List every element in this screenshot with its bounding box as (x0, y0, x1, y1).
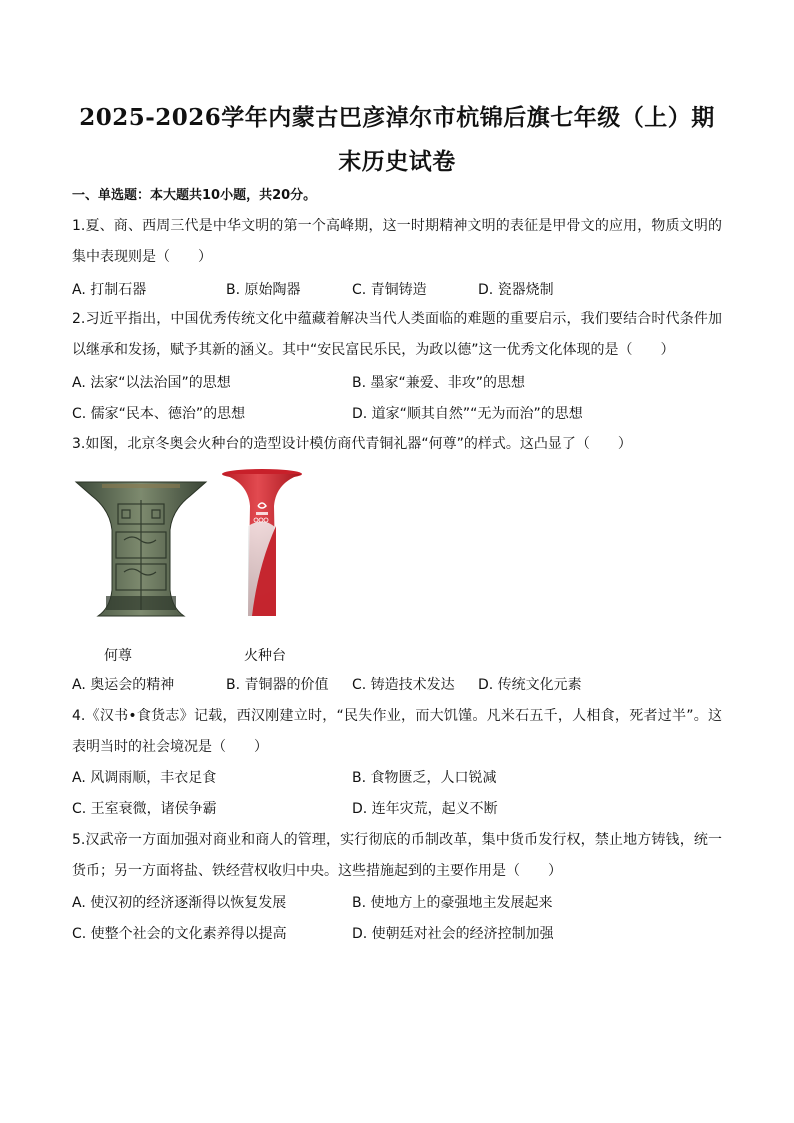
q2-option-a[interactable]: A. 法家“以法治国”的思想 (72, 375, 231, 391)
q1-option-b[interactable]: B. 原始陶器 (226, 282, 301, 298)
q1-option-a[interactable]: A. 打制石器 (72, 282, 147, 298)
q4-option-a[interactable]: A. 风调雨顺，丰衣足食 (72, 770, 217, 786)
caption-torch-stand: 火种台 (244, 648, 286, 664)
question-4-stem: 4.《汉书•食货志》记载，西汉刚建立时，“民失作业，而大饥馑。凡米石五千，人相食，死者过半”。这表明当时的社会境况是（ ） (72, 708, 722, 755)
q4-option-d[interactable]: D. 连年灾荒，起义不断 (352, 801, 498, 817)
q4-option-b[interactable]: B. 食物匮乏，人口锐减 (352, 770, 497, 786)
q3-option-a[interactable]: A. 奥运会的精神 (72, 677, 175, 693)
q5-option-a[interactable]: A. 使汉初的经济逐渐得以恢复发展 (72, 895, 287, 911)
q5-option-b[interactable]: B. 使地方上的豪强地主发展起来 (352, 895, 553, 911)
q1-option-c[interactable]: C. 青铜铸造 (352, 282, 427, 298)
q1-option-d[interactable]: D. 瓷器烧制 (478, 282, 554, 298)
q4-option-c[interactable]: C. 王室衰微，诸侯争霸 (72, 801, 217, 817)
torch-stand-image (218, 466, 306, 620)
question-2-stem: 2.习近平指出，中国优秀传统文化中蕴藏着解决当代人类面临的难题的重要启示，我们要结合时代条件加以继承和发扬，赋予其新的涵义。其中“安民富民乐民，为政以德”这一优秀文化体现的是（ ） (72, 311, 722, 358)
he-zun-bronze-image (72, 470, 210, 620)
q3-option-b[interactable]: B. 青铜器的价值 (226, 677, 329, 693)
q2-option-d[interactable]: D. 道家“顺其自然”“无为而治”的思想 (352, 406, 583, 422)
question-5-stem: 5.汉武帝一方面加强对商业和商人的管理，实行彻底的币制改革，集中货币发行权，禁止地方铸钱，统一货币；另一方面将盐、铁经营权收归中央。这些措施起到的主要作用是（ ） (72, 832, 722, 879)
question-1-stem: 1.夏、商、西周三代是中华文明的第一个高峰期，这一时期精神文明的表征是甲骨文的应用，物质文明的集中表现则是（ ） (72, 218, 722, 265)
section-header: 一、单选题：本大题共10小题，共20分。 (72, 188, 317, 203)
page-title: 2025-2026学年内蒙古巴彦淖尔市杭锦后旗七年级（上）期末历史试卷 (79, 104, 715, 175)
caption-he-zun: 何尊 (104, 648, 132, 664)
q5-option-d[interactable]: D. 使朝廷对社会的经济控制加强 (352, 926, 554, 942)
q3-option-c[interactable]: C. 铸造技术发达 (352, 677, 455, 693)
q5-option-c[interactable]: C. 使整个社会的文化素养得以提高 (72, 926, 287, 942)
q2-option-c[interactable]: C. 儒家“民本、德治”的思想 (72, 406, 246, 422)
q2-option-b[interactable]: B. 墨家“兼爱、非攻”的思想 (352, 375, 526, 391)
question-3-stem: 3.如图，北京冬奥会火种台的造型设计模仿商代青铜礼器“何尊”的样式。这凸显了（ ） (72, 436, 632, 452)
q3-option-d[interactable]: D. 传统文化元素 (478, 677, 582, 693)
